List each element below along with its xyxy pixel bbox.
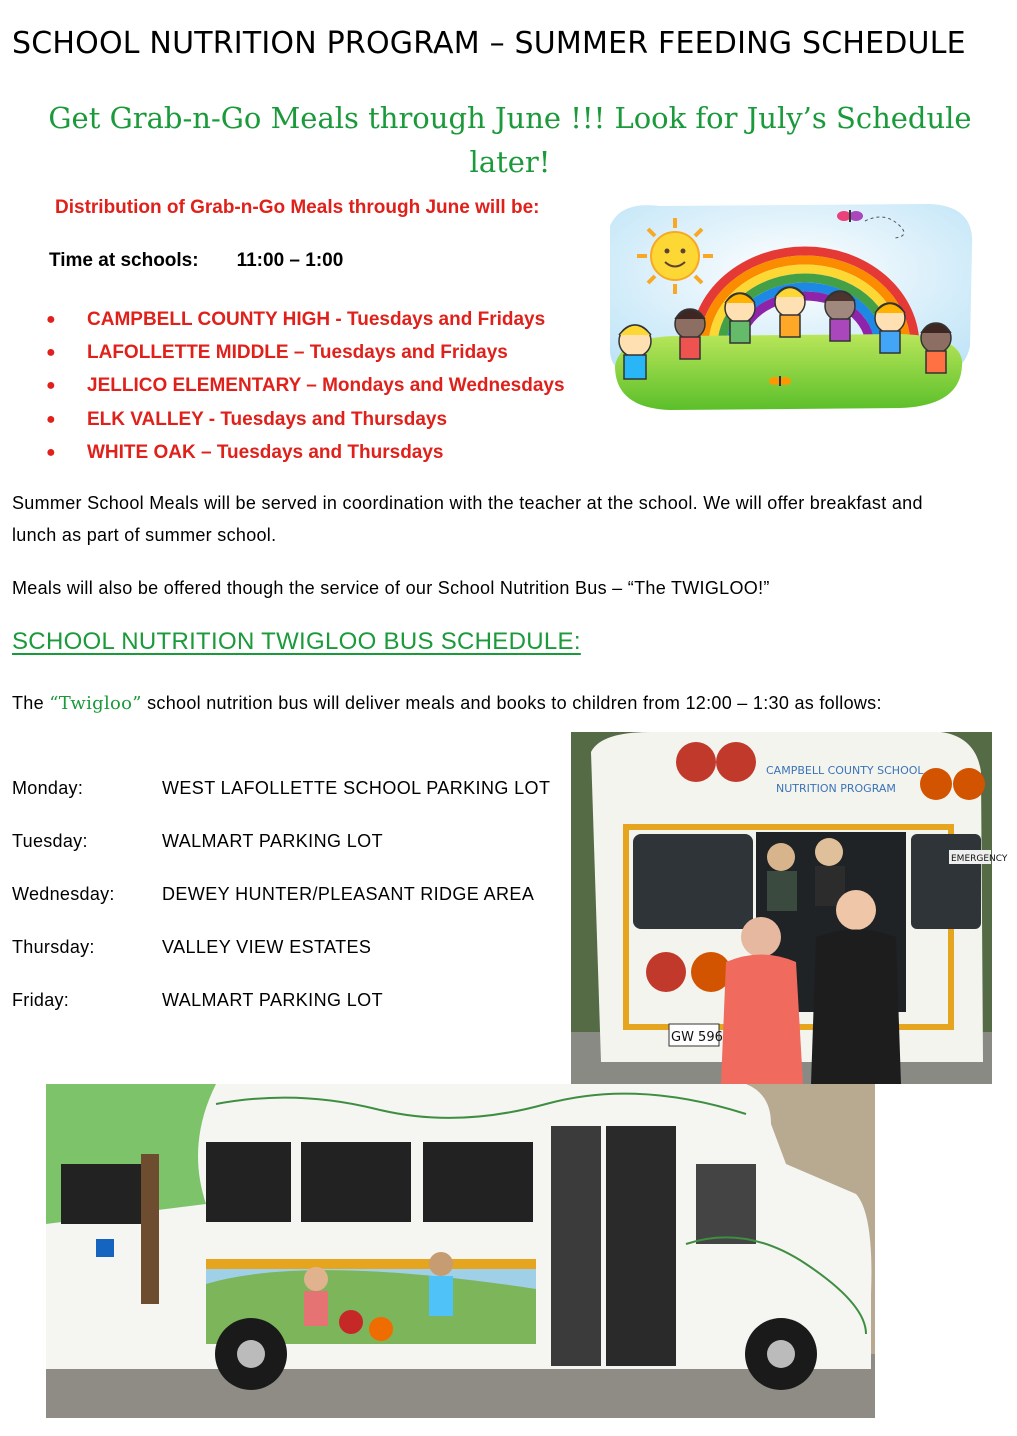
- schedule-location: VALLEY VIEW ESTATES: [162, 937, 372, 957]
- bus-sign-line2: NUTRITION PROGRAM: [776, 782, 896, 795]
- school-entry: JELLICO ELEMENTARY – Mondays and Wednesdays: [87, 375, 565, 397]
- bullet-icon: ●: [46, 310, 56, 328]
- time-value: 11:00 – 1:00: [236, 250, 344, 271]
- bullet-icon: ●: [46, 410, 56, 428]
- schedule-day: Friday:: [12, 990, 70, 1010]
- time-label: Time at schools:: [49, 250, 199, 271]
- intro-suffix: school nutrition bus will deliver meals and books to children from 12:00 – 1:30 as follows:: [141, 693, 882, 713]
- time-at-schools: [49, 250, 343, 272]
- list-item: [46, 303, 565, 336]
- twigloo-intro: [12, 687, 942, 720]
- summer-meals-text: Summer School Meals will be served in coordination with the teacher at the school. We will offer breakfast and lunch as part of summer school.: [12, 493, 923, 545]
- bus-sign-line1: CAMPBELL COUNTY SCHOOL: [766, 764, 924, 777]
- emergency-sign: EMERGENCY: [951, 854, 1008, 864]
- bullet-icon: ●: [46, 377, 56, 395]
- page-title: SCHOOL NUTRITION PROGRAM – SUMMER FEEDING SCHEDULE: [12, 26, 966, 61]
- school-entry: WHITE OAK – Tuesdays and Thursdays: [87, 442, 444, 464]
- schedule-location: WALMART PARKING LOT: [162, 831, 383, 851]
- distribution-heading: Distribution of Grab-n-Go Meals through June will be:: [55, 197, 540, 218]
- list-item: [46, 437, 565, 470]
- headline: Get Grab-n-Go Meals through June !!! Look for July’s Schedule later!: [48, 101, 972, 179]
- schedule-location: WEST LAFOLLETTE SCHOOL PARKING LOT: [162, 778, 551, 798]
- school-entry: ELK VALLEY - Tuesdays and Thursdays: [87, 408, 448, 430]
- schedule-day: Thursday:: [12, 937, 95, 957]
- schedule-day: Tuesday:: [12, 831, 88, 851]
- license-plate: GW 596: [671, 1030, 723, 1045]
- schedule-day: Wednesday:: [12, 884, 115, 904]
- school-entry: CAMPBELL COUNTY HIGH - Tuesdays and Fridays: [87, 308, 546, 330]
- bus-rear-photo: [571, 732, 1008, 1084]
- bullet-icon: ●: [46, 444, 56, 462]
- school-entry: LAFOLLETTE MIDDLE – Tuesdays and Fridays: [87, 342, 508, 364]
- twigloo-name: “Twigloo”: [49, 693, 142, 714]
- bus-meals-text: Meals will also be offered though the service of our School Nutrition Bus – “The TWIGLOO!”: [12, 578, 770, 598]
- schedule-location: DEWEY HUNTER/PLEASANT RIDGE AREA: [162, 884, 535, 904]
- bus-side-photo: [46, 1084, 875, 1418]
- list-item: [46, 370, 565, 403]
- list-item: [46, 336, 565, 369]
- school-list: [46, 303, 565, 470]
- bus-schedule-heading: SCHOOL NUTRITION TWIGLOO BUS SCHEDULE:: [12, 628, 581, 655]
- intro-prefix: The: [12, 693, 50, 713]
- schedule-location: WALMART PARKING LOT: [162, 990, 383, 1010]
- list-item: [46, 403, 565, 436]
- kids-rainbow-clipart: [600, 196, 980, 416]
- schedule-day: Monday:: [12, 778, 84, 798]
- bullet-icon: ●: [46, 344, 56, 362]
